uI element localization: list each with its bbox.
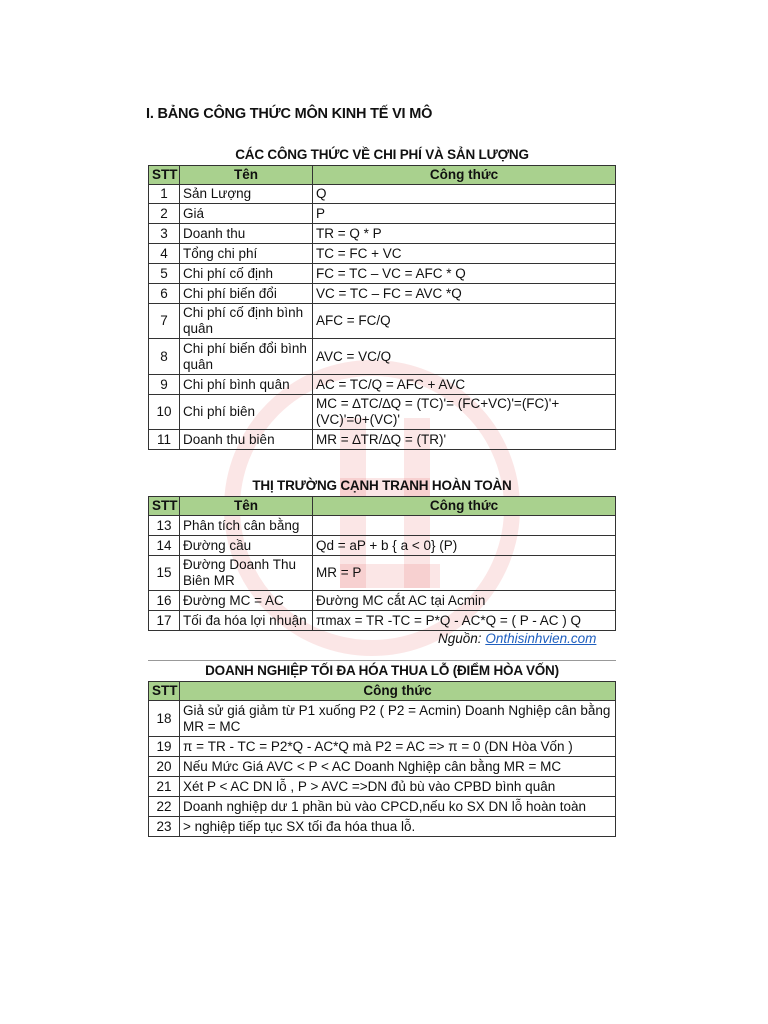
table-row <box>149 556 616 591</box>
row-stt: 3 <box>149 224 180 244</box>
row-formula: Đường MC cắt AC tại Acmin <box>313 591 616 611</box>
table-row <box>149 224 616 244</box>
table-row <box>149 284 616 304</box>
table-row <box>149 430 616 450</box>
row-formula: VC = TC – FC = AVC *Q <box>313 284 616 304</box>
row-formula: AFC = FC/Q <box>313 304 616 339</box>
row-formula: P <box>313 204 616 224</box>
row-formula: π = TR - TC = P2*Q - AC*Q mà P2 = AC => π = 0 (DN Hòa Vốn ) <box>180 737 616 757</box>
table-row <box>149 264 616 284</box>
row-name: Doanh thu <box>180 224 313 244</box>
table-row <box>149 244 616 264</box>
row-stt: 18 <box>149 701 180 737</box>
loss-formula-table <box>148 681 616 837</box>
table-row <box>149 395 616 430</box>
row-stt: 13 <box>149 516 180 536</box>
table-row <box>149 591 616 611</box>
row-name: Sản Lượng <box>180 185 313 204</box>
row-formula: AVC = VC/Q <box>313 339 616 375</box>
row-formula: Nếu Mức Giá AVC < P < AC Doanh Nghiệp cân bằng MR = MC <box>180 757 616 777</box>
loss-section-title: DOANH NGHIỆP TỐI ĐA HÓA THUA LỖ (ĐIỂM HÒA VỐN) <box>205 663 559 678</box>
row-name: Chi phí biến đổi bình quân <box>180 339 313 375</box>
row-stt: 5 <box>149 264 180 284</box>
row-name: Doanh thu biên <box>180 430 313 450</box>
header-formula: Công thức <box>313 497 616 516</box>
row-name: Tối đa hóa lợi nhuận <box>180 611 313 631</box>
table-row <box>149 516 616 536</box>
table-row <box>149 375 616 395</box>
row-name: Đường MC = AC <box>180 591 313 611</box>
table-row <box>149 757 616 777</box>
row-name: Chi phí cố định bình quân <box>180 304 313 339</box>
row-formula: Qd = aP + b { a < 0} (P) <box>313 536 616 556</box>
table-row <box>149 701 616 737</box>
row-stt: 23 <box>149 817 180 837</box>
page-title: I. BẢNG CÔNG THỨC MÔN KINH TẾ VI MÔ <box>146 106 433 122</box>
row-formula: Xét P < AC DN lỗ , P > AVC =>DN đủ bù vào CPBD bình quân <box>180 777 616 797</box>
source-link[interactable]: Onthisinhvien.com <box>485 631 597 646</box>
row-stt: 19 <box>149 737 180 757</box>
table-row <box>149 536 616 556</box>
row-stt: 4 <box>149 244 180 264</box>
row-formula: FC = TC – VC = AFC * Q <box>313 264 616 284</box>
table-row <box>149 339 616 375</box>
row-name: Đường cầu <box>180 536 313 556</box>
cost-section-title: CÁC CÔNG THỨC VỀ CHI PHÍ VÀ SẢN LƯỢNG <box>235 147 529 162</box>
header-name: Tên <box>180 497 313 516</box>
table-row <box>149 204 616 224</box>
row-formula: AC = TC/Q = AFC + AVC <box>313 375 616 395</box>
table-header-row <box>149 497 616 516</box>
table-header-row <box>149 682 616 701</box>
row-name: Chi phí biến đổi <box>180 284 313 304</box>
row-name: Đường Doanh Thu Biên MR <box>180 556 313 591</box>
row-stt: 15 <box>149 556 180 591</box>
row-name: Chi phí cố định <box>180 264 313 284</box>
row-stt: 14 <box>149 536 180 556</box>
row-formula: Giả sử giá giảm từ P1 xuống P2 ( P2 = Acmin) Doanh Nghiệp cân bằng MR = MC <box>180 701 616 737</box>
table-row <box>149 797 616 817</box>
source-label: Nguồn: <box>438 631 482 646</box>
row-formula: πmax = TR -TC = P*Q - AC*Q = ( P - AC ) Q <box>313 611 616 631</box>
row-stt: 8 <box>149 339 180 375</box>
row-formula: MR = P <box>313 556 616 591</box>
row-formula: Doanh nghiệp dư 1 phần bù vào CPCD,nếu ko SX DN lỗ hoàn toàn <box>180 797 616 817</box>
table-row <box>149 737 616 757</box>
table-header-row <box>149 166 616 185</box>
row-stt: 9 <box>149 375 180 395</box>
competition-section-title: THỊ TRƯỜNG CẠNH TRANH HOÀN TOÀN <box>252 478 512 493</box>
header-formula: Công thức <box>313 166 616 185</box>
row-stt: 6 <box>149 284 180 304</box>
row-formula: MC = ∆TC/∆Q = (TC)'= (FC+VC)'=(FC)'+(VC)'=0+(VC)' <box>313 395 616 430</box>
header-formula: Công thức <box>180 682 616 701</box>
cost-formula-table <box>148 165 616 450</box>
row-stt: 11 <box>149 430 180 450</box>
table-row <box>149 185 616 204</box>
header-stt: STT <box>149 497 180 516</box>
header-stt: STT <box>149 682 180 701</box>
row-formula: > nghiệp tiếp tục SX tối đa hóa thua lỗ. <box>180 817 616 837</box>
table-row <box>149 304 616 339</box>
row-formula: Q <box>313 185 616 204</box>
header-name: Tên <box>180 166 313 185</box>
row-name: Phân tích cân bằng <box>180 516 313 536</box>
row-name: Chi phí biên <box>180 395 313 430</box>
row-formula: MR = ∆TR/∆Q = (TR)' <box>313 430 616 450</box>
row-stt: 1 <box>149 185 180 204</box>
table-row <box>149 611 616 631</box>
source-note <box>438 631 596 646</box>
table-row <box>149 777 616 797</box>
row-stt: 2 <box>149 204 180 224</box>
row-stt: 7 <box>149 304 180 339</box>
row-stt: 20 <box>149 757 180 777</box>
row-stt: 22 <box>149 797 180 817</box>
row-name: Giá <box>180 204 313 224</box>
competition-formula-table <box>148 496 616 631</box>
row-formula: TR = Q * P <box>313 224 616 244</box>
row-stt: 17 <box>149 611 180 631</box>
row-name: Tổng chi phí <box>180 244 313 264</box>
row-name: Chi phí bình quân <box>180 375 313 395</box>
row-formula <box>313 516 616 536</box>
row-stt: 16 <box>149 591 180 611</box>
row-formula: TC = FC + VC <box>313 244 616 264</box>
row-stt: 21 <box>149 777 180 797</box>
header-stt: STT <box>149 166 180 185</box>
table-row <box>149 817 616 837</box>
row-stt: 10 <box>149 395 180 430</box>
section-divider <box>148 660 616 661</box>
